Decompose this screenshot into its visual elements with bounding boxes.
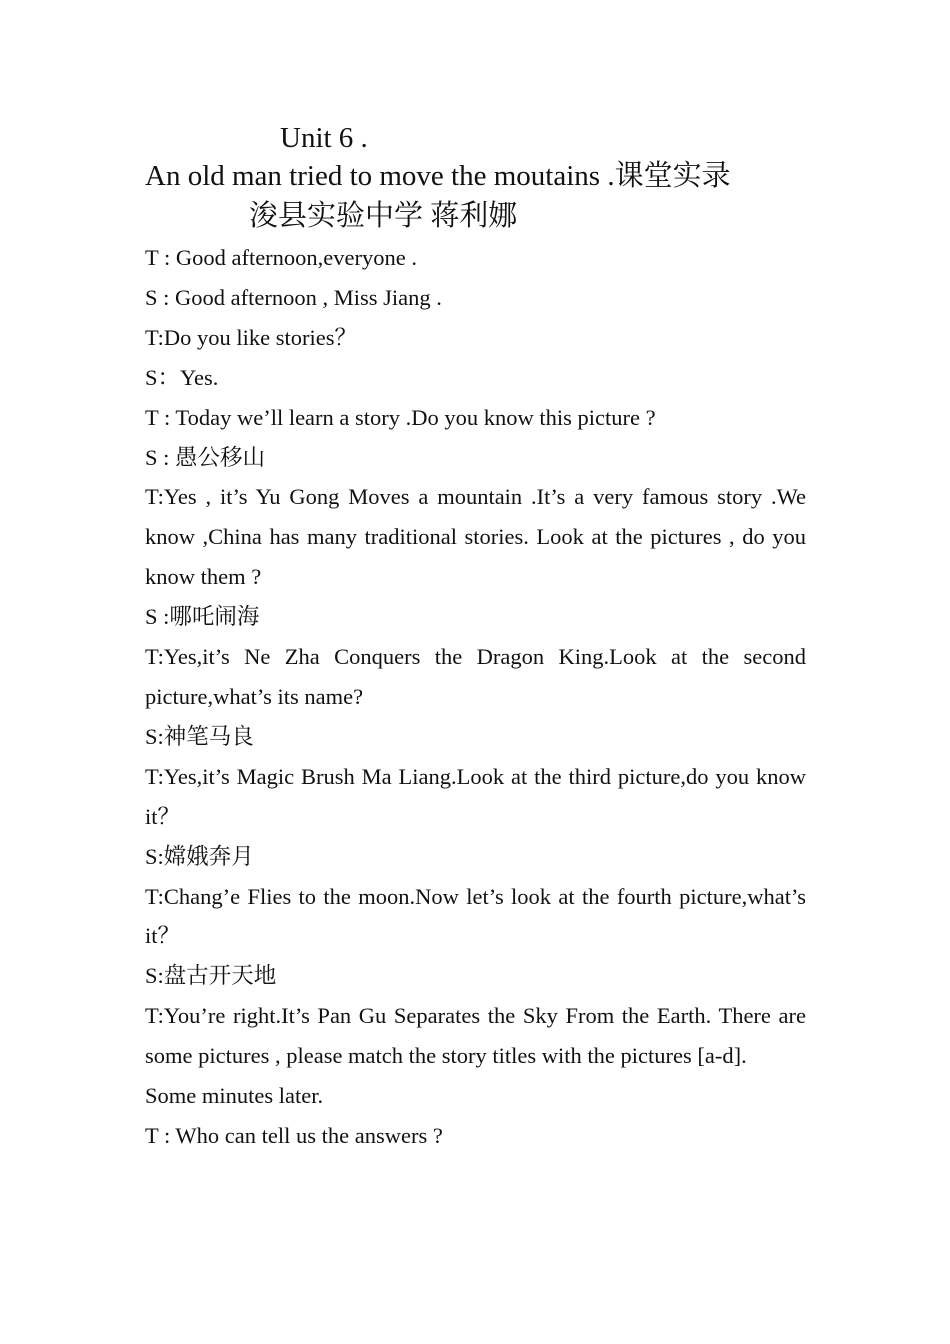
- dialogue-line: T : Today we’ll learn a story .Do you know this picture ?: [145, 404, 656, 430]
- dialogue-line: S:神笔马良: [145, 723, 254, 749]
- dialogue-line: T:Yes,it’s Magic Brush Ma Liang.Look at the third picture,do you know it？: [145, 763, 806, 829]
- dialogue-line: T:Yes , it’s Yu Gong Moves a mountain .It’s a very famous story .We know ,China has many traditional stories. Look at the pictures , do you know them ?: [145, 484, 806, 590]
- dialogue-line: S :哪吒闹海: [145, 604, 260, 630]
- dialogue-line: T:You’re right.It’s Pan Gu Separates the Sky From the Earth. There are some pictures , please match the story titles with the pictures [a-d].: [145, 1003, 806, 1069]
- dialogue-line: S:嫦娥奔月: [145, 843, 254, 869]
- unit-title: Unit 6 .: [280, 122, 368, 154]
- dialogue-line: Some minutes later.: [145, 1083, 324, 1109]
- dialogue-line: T : Who can tell us the answers ?: [145, 1122, 443, 1148]
- dialogue-line: T:Do you like stories？: [145, 324, 357, 350]
- dialogue-line: S : Good afternoon , Miss Jiang .: [145, 284, 442, 310]
- dialogue-line: T:Yes,it’s Ne Zha Conquers the Dragon King.Look at the second picture,what’s its name?: [145, 644, 806, 709]
- dialogue-line: S:盘古开天地: [145, 963, 277, 989]
- author-line: 浚县实验中学 蒋利娜: [249, 200, 518, 232]
- dialogue-line: T : Good afternoon,everyone .: [145, 245, 417, 270]
- dialogue-line: S : 愚公移山: [145, 444, 266, 470]
- dialogue-line: S：Yes.: [145, 364, 219, 390]
- lesson-title: An old man tried to move the moutains .课堂实录: [145, 160, 731, 192]
- dialogue-body: [145, 238, 806, 1156]
- dialogue-line: T:Chang’e Flies to the moon.Now let’s look at the fourth picture,what’s it？: [145, 883, 806, 949]
